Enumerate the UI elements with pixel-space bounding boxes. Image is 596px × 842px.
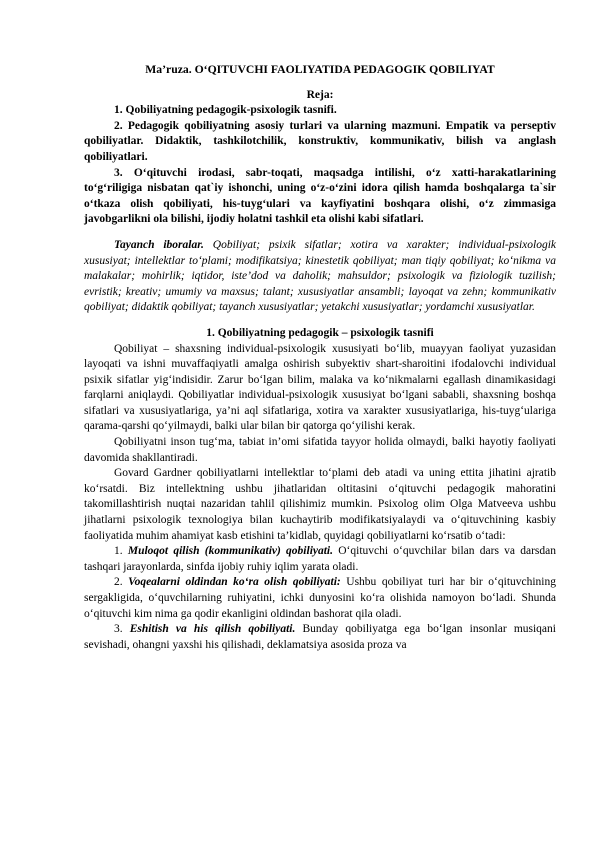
plan-item: 3. O‘qituvchi irodasi, sabr-toqati, maqsadga intilishi, o‘z xatti-harakatlarining to‘g‘riligiga nisbatan qat`iy ishonchi, uning o‘z-o‘zini idora qilish hamda boshqalarga ta`sir o‘tkaza olish qobiliyati, his-tuyg‘ulari va kayfiyatini boshqara olishi, o‘z zimmasiga javobgarlikni ola bilishi, ijodiy holatni tashkil eta olishi kabi sifatlari. xyxy=(84,166,556,226)
ability-paragraph xyxy=(84,622,556,653)
ability-term: Eshitish va his qilish qobiliyati. xyxy=(129,623,296,636)
ability-text: Bunday qobiliyatga ega bo‘lgan insonlar musiqani sevishadi, ohangni yaxshi his qilishadi, deklamatsiya asosida proza va xyxy=(84,623,556,651)
ability-number: 3. xyxy=(114,623,123,636)
plan-item: 1. Qobiliyatning pedagogik-psixologik tasnifi. xyxy=(114,104,337,117)
spacer xyxy=(84,316,556,326)
ability-paragraph xyxy=(84,575,556,622)
keywords-label: Tayanch iboralar. xyxy=(114,238,204,251)
ability-number: 2. xyxy=(114,576,123,589)
ability-number: 1. xyxy=(114,545,123,558)
body-paragraph: Qobiliyat – shaxsning individual-psixologik xususiyati bo‘lib, muayyan faoliyat yuzasidan layoqati va ishni muvaffaqiyatli amalga oshirish subyektiv shart-sharoitini ifodalovchi individual psixik sifatlar yig‘indisidir. Zarur bo‘lgan bilim, malaka va ko‘nikmalarni egallash dinamikasidagi farqlarni aniqlaydi. Qobiliyatlar individual-psixologik xususiyat bo‘lgani sababli, shaxsning boshqa sifatlari va xususiyatlariga, ya’ni aql sifatlariga, xotira va xarakter xususiyatlariga, his-tuyg‘ulariga qarama-qarshi qo‘yilmaydi, balki ular bilan bir qatorga qo‘yilishi kerak. xyxy=(84,342,556,433)
keywords-text: Qobiliyat; psixik sifatlar; xotira va xarakter; individual-psixologik xususiyat; intellektlar to‘plami; modifikatsiya; kinestetik qobiliyat; man tiqiy qobiliyat; ko‘nikma va malakalar; mohirlik; iqtidor, iste’dod va daholik; mahsuldor; psixologik va fiziologik tuzilish; evristik; kreativ; umumiy va maxsus; talant; xususiyatlar ansambli; layoqat va zehn; kommunikativ qobiliyat; didaktik qobiliyat; tayanch xususiyatlar; yetakchi xususiyatlar; yordamchi xususiyatlar. xyxy=(84,238,556,314)
document-title: Ma’ruza. O‘QITUVCHI FAOLIYATIDA PEDAGOGIK QOBILIYAT xyxy=(145,63,495,76)
plan-item: 2. Pedagogik qobiliyatning asosiy turlari va ularning mazmuni. Empatik va perseptiv qobiliyatlar. Didaktik, tashkilotchilik, konstruktiv, kommunikativ, bilish va anglash qobiliyatlari. xyxy=(84,119,556,163)
plan-heading: Reja: xyxy=(306,88,334,101)
section-heading: 1. Qobiliyatning pedagogik – psixologik tasnifi xyxy=(206,326,434,339)
ability-text: Ushbu qobiliyat turi har bir o‘qituvchining sergakligida, o‘quvchilarning ruhiyatini, ichki dunyosini ko‘ra olishida namoyon bo‘ladi. Shunda o‘qituvchi kim nima ga qodir ekanligini oldindan bashorat qila oladi. xyxy=(84,576,557,620)
spacer xyxy=(84,228,556,238)
body-paragraph: Qobiliyatni inson tug‘ma, tabiat in’omi sifatida tayyor holida olmaydi, balki hayotiy faoliyati davomida shakllantiradi. xyxy=(84,436,556,464)
ability-text: O‘qituvchi o‘quvchilar bilan dars va darsdan tashqari jarayonlarda, sinfda ijobiy ruhiy iqlim yarata oladi. xyxy=(84,545,557,573)
ability-paragraph xyxy=(84,544,556,575)
body-paragraph: Govard Gardner qobiliyatlarni intellektlar to‘plami deb atadi va uning ettita jihatini ajratib ko‘rsatdi. Biz intellektning ushbu jihatlaridan oltitasini o‘qituvchi pedagogik mahoratini takomillashtirish nuqtai nazaridan tahlil qilishimiz mumkin. Psixolog olim Olga Matveeva ushbu jihatlarni psixologik texnologiya bilan kuchaytirib modifikatsiyalaydi va o‘qituvchining kasbiy faoliyatida muhim ahamiyat kasb etishini ta’kidlab, quyidagi qobiliyatlarni ko‘rsatib o‘tadi: xyxy=(84,467,556,542)
ability-term: Muloqot qilish (kommunikativ) qobiliyati. xyxy=(127,545,334,558)
ability-term: Voqealarni oldindan ko‘ra olish qobiliyati: xyxy=(128,576,341,589)
keywords-paragraph xyxy=(84,238,556,316)
document-page xyxy=(84,62,556,653)
